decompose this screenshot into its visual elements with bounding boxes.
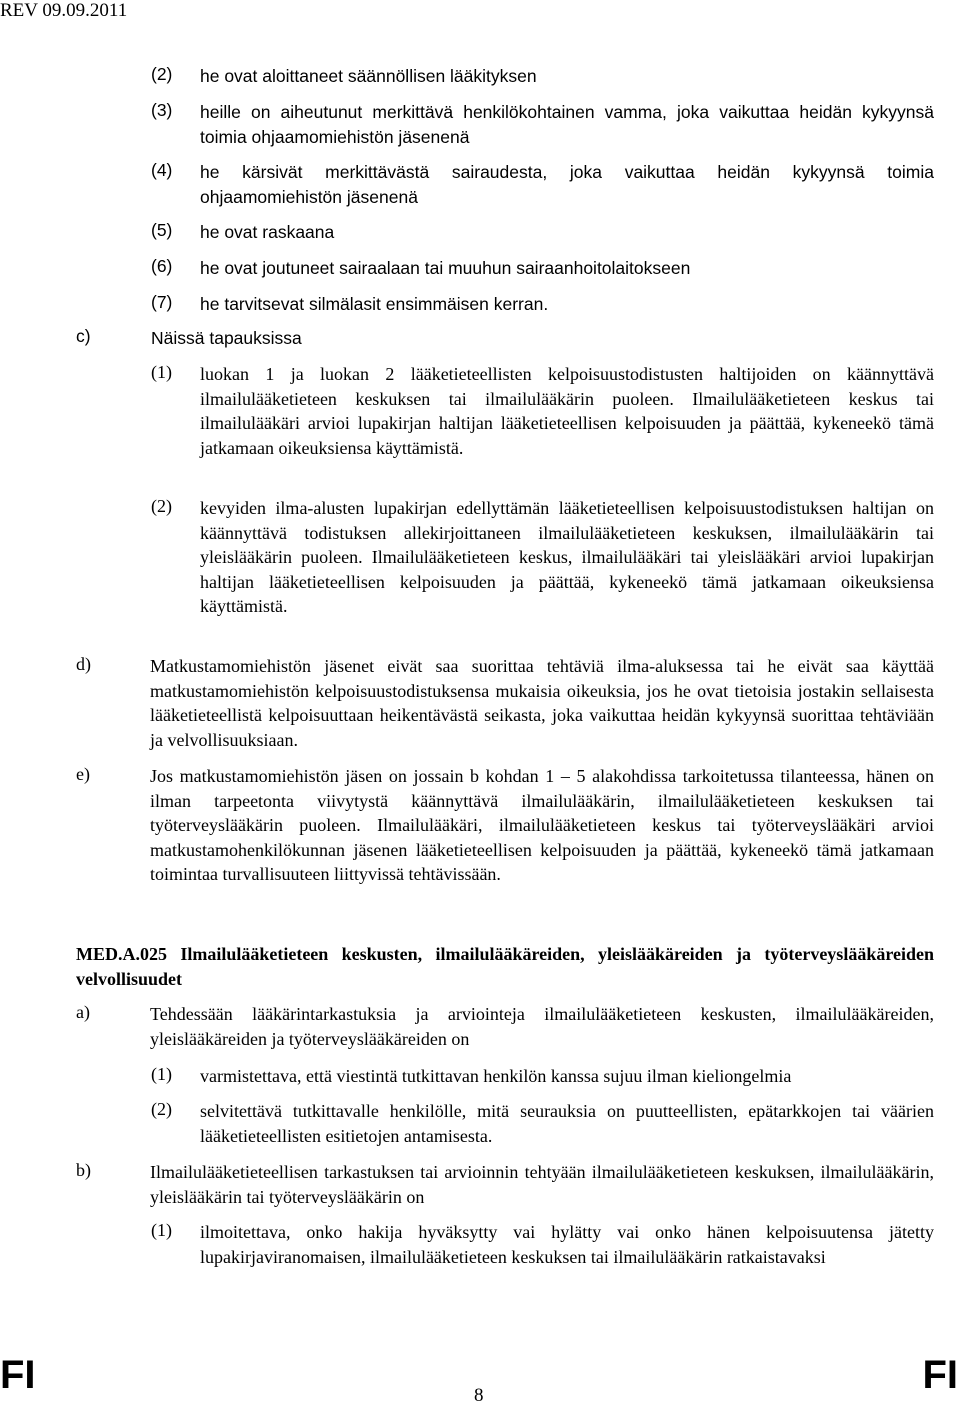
list-item-text: he kärsivät merkittävästä sairaudesta, joka vaikuttaa heidän kykyynsä toimia ohjaamomiehistön jäsenenä (200, 162, 934, 207)
section-letter: e) (76, 764, 90, 784)
list-number: (2) (151, 496, 172, 516)
footer-language-mark-left: FI (0, 1353, 36, 1397)
section-text: Jos matkustamomiehistön jäsen on jossain b kohdan 1 – 5 alakohdissa tarkoitetussa tilanteessa, hänen on ilman tarpeetonta viivytystä käännyttävä ilmailulääkärin, ilmailulääketieteen keskuksen tai työterveyslääkärin puoleen. Ilmailulääkäri, ilmailulääketieteen keskus tai työterveyslääkäri arvioi matkustamohenkilökunnan jäsenen lääketieteellisen kelpoisuuden ja päättää, kykeneekö tämä jatkamaan toimintaa turvallisuuteen liittyvissä tehtävissään. (150, 766, 934, 884)
page-number: 8 (474, 1385, 484, 1406)
list-number: (2) (151, 1099, 172, 1119)
section-text: Näissä tapauksissa (151, 328, 302, 348)
list-item-text: heille on aiheutunut merkittävä henkilökohtainen vamma, joka vaikuttaa heidän kykyynsä toimia ohjaamomiehistön jäsenenä (200, 102, 934, 147)
section-text: Tehdessään lääkärintarkastuksia ja arviointeja ilmailulääketieteen keskusten, ilmailulääkäreiden, yleislääkäreiden ja työterveyslääkäreiden on (150, 1004, 934, 1049)
section-heading: MED.A.025 Ilmailulääketieteen keskusten, ilmailulääkäreiden, yleislääkäreiden ja työterveyslääkäreiden velvollisuudet (76, 944, 934, 989)
list-item-text: luokan 1 ja luokan 2 lääketieteellisten kelpoisuustodistusten haltijoiden on käännyttävä ilmailulääketieteen keskuksen tai ilmailulääkärin puoleen. Ilmailulääketieteen keskus tai ilmailulääkäri arvioi lupakirjan haltijan lääketieteellisen kelpoisuuden ja päättää, kykeneekö tämä jatkamaan oikeuksiensa käyttämistä. (200, 364, 934, 458)
list-number: (5) (151, 220, 173, 240)
list-item-text: he ovat aloittaneet säännöllisen lääkityksen (200, 66, 537, 86)
list-item-text: selvitettävä tutkittavalle henkilölle, mitä seurauksia on puutteellisten, epätarkkojen tai väärien lääketieteellisten esitietojen antamisesta. (200, 1101, 934, 1146)
list-item-text: he tarvitsevat silmälasit ensimmäisen kerran. (200, 294, 549, 314)
section-text: Matkustamomiehistön jäsenet eivät saa suorittaa tehtäviä ilma-aluksessa tai he eivät saa käyttää matkustamomiehistön kelpoisuustodistuksensa mukaisia oikeuksia, jos he ovat tietoisia jostakin sellaisesta lääketieteellistä kelpoisuuttaan heikentävästä seikasta, joka vaikuttaa heidän kykyynsä suorittaa tehtäviään ja velvollisuuksiaan. (150, 656, 934, 750)
revision-header: REV 09.09.2011 (0, 0, 128, 21)
section-letter: c) (76, 326, 91, 346)
list-number: (2) (151, 64, 173, 84)
list-item-text: he ovat raskaana (200, 222, 335, 242)
section-letter: d) (76, 654, 91, 674)
list-number: (3) (151, 100, 173, 120)
list-number: (1) (151, 1064, 172, 1084)
list-number: (7) (151, 292, 173, 312)
list-number: (6) (151, 256, 173, 276)
list-item-text: kevyiden ilma-alusten lupakirjan edellyttämän lääketieteellisen kelpoisuustodistuksen haltijan on käännyttävä todistuksen allekirjoittaneen ilmailulääketieteen keskuksen, ilmailulääkärin tai yleislääkärin puoleen. Ilmailulääketieteen keskus, ilmailulääkäri tai yleislääkäri arvioi lupakirjan haltijan lääketieteellisen kelpoisuuden ja päättää, kykeneekö tämä jatkamaan oikeuksiensa käyttämistä. (200, 498, 934, 616)
footer-language-mark-right: FI (922, 1353, 958, 1397)
section-letter: b) (76, 1160, 91, 1180)
list-number: (1) (151, 1220, 172, 1240)
section-letter: a) (76, 1002, 90, 1022)
section-text: Ilmailulääketieteellisen tarkastuksen tai arvioinnin tehtyään ilmailulääketieteen keskuksen, ilmailulääkärin, yleislääkärin tai työterveyslääkärin on (150, 1162, 934, 1207)
list-number: (4) (151, 160, 173, 180)
list-item-text: he ovat joutuneet sairaalaan tai muuhun sairaanhoitolaitokseen (200, 258, 691, 278)
list-item-text: varmistettava, että viestintä tutkittavan henkilön kanssa sujuu ilman kieliongelmia (200, 1066, 792, 1086)
list-item-text: ilmoitettava, onko hakija hyväksytty vai hylätty vai onko hänen kelpoisuutensa jätetty lupakirjaviranomaisen, ilmailulääketieteen keskuksen tai ilmailulääkärin ratkaistavaksi (200, 1222, 934, 1267)
list-number: (1) (151, 362, 172, 382)
